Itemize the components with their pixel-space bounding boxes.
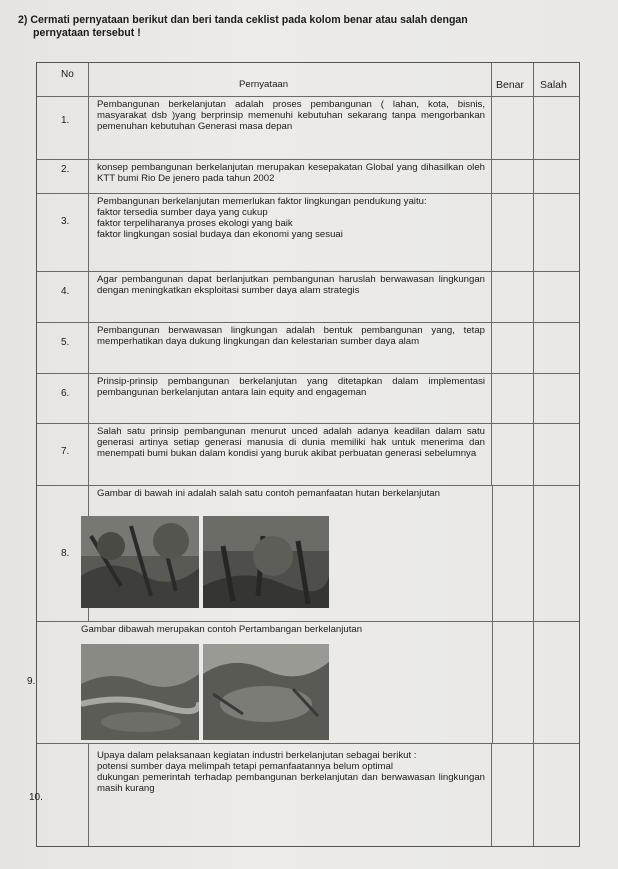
forest-photo <box>81 516 199 608</box>
row-number: 6. <box>61 388 70 399</box>
correct-checkbox-cell[interactable] <box>492 272 534 322</box>
statement-line: potensi sumber daya melimpah tetapi pemanfaatannya belum optimal <box>97 761 393 772</box>
statement-line: Pembangunan berkelanjutan memerlukan faktor lingkungan pendukung yaitu: <box>97 196 427 207</box>
mining-photo <box>81 644 199 740</box>
correct-checkbox-cell[interactable] <box>492 97 534 159</box>
correct-checkbox-cell[interactable] <box>492 622 534 743</box>
wrong-checkbox-cell[interactable] <box>534 97 579 159</box>
statement-line: faktor lingkungan sosial budaya dan ekonomi yang sesuai <box>97 229 343 240</box>
row-number: 3. <box>61 216 70 227</box>
wrong-checkbox-cell[interactable] <box>534 486 579 621</box>
correct-checkbox-cell[interactable] <box>492 486 534 621</box>
row-number: 4. <box>61 286 70 297</box>
statement-text: Salah satu prinsip pembangunan menurut unced adalah adanya keadilan dalam satu generasi artinya setiap generasi manusia di dunia memiliki hak untuk menerima dan menempati bumi bukan dalam kondisi yang buruk akibat perbuatan generasi sebelumnya <box>89 424 492 485</box>
wrong-checkbox-cell[interactable] <box>534 374 579 423</box>
correct-checkbox-cell[interactable] <box>492 160 534 193</box>
statement-text: Pembangunan berkelanjutan adalah proses pembangunan ( lahan, kota, bisnis, masyarakat dsb )yang berprinsip memenuhi kebutuhan sekarang tanpa mengorbankan pemenuhan kebutuhan Generasi masa depan <box>89 97 492 159</box>
statement-caption: Gambar dibawah merupakan contoh Pertambangan berkelanjutan <box>81 624 363 635</box>
wrong-checkbox-cell[interactable] <box>534 424 579 485</box>
wrong-checkbox-cell[interactable] <box>534 323 579 373</box>
forest-photo-group <box>81 516 329 608</box>
wrong-checkbox-cell[interactable] <box>534 744 579 846</box>
statement-line: faktor terpeliharanya proses ekologi yang baik <box>97 218 293 229</box>
table-row <box>37 160 579 194</box>
wrong-checkbox-cell[interactable] <box>534 272 579 322</box>
statement-text <box>89 744 492 846</box>
header-no: No <box>61 69 74 80</box>
table-row <box>37 486 579 622</box>
question-instruction <box>18 14 608 39</box>
mining-photo-group <box>81 644 329 740</box>
row-number: 1. <box>61 115 70 126</box>
correct-checkbox-cell[interactable] <box>492 323 534 373</box>
wrong-checkbox-cell[interactable] <box>534 160 579 193</box>
table-row <box>37 323 579 374</box>
forest-photo <box>203 516 329 608</box>
row-number: 2. <box>61 164 70 175</box>
row-number: 9. <box>27 676 36 687</box>
row-number: 7. <box>61 446 70 457</box>
table-row <box>37 272 579 323</box>
statement-line: faktor tersedia sumber daya yang cukup <box>97 207 268 218</box>
correct-checkbox-cell[interactable] <box>492 424 534 485</box>
row-number: 5. <box>61 337 70 348</box>
statement-caption: Gambar di bawah ini adalah salah satu contoh pemanfaatan hutan berkelanjutan <box>97 488 440 499</box>
header-statement: Pernyataan <box>239 79 289 90</box>
mining-photo <box>203 644 329 740</box>
instruction-line-2: pernyataan tersebut ! <box>33 26 141 39</box>
statement-text <box>89 194 492 271</box>
table-row <box>27 622 579 744</box>
correct-checkbox-cell[interactable] <box>492 374 534 423</box>
table-row <box>37 424 579 486</box>
row-number: 10. <box>29 792 43 803</box>
wrong-checkbox-cell[interactable] <box>534 622 579 743</box>
wrong-checkbox-cell[interactable] <box>534 194 579 271</box>
statement-line: dukungan pemerintah terhadap pembangunan berkelanjutan dan berwawasan lingkungan masih kurang <box>97 772 485 794</box>
statement-text: Prinsip-prinsip pembangunan berkelanjutan yang ditetapkan dalam implementasi pembangunan berkelanjutan antara lain equity and engageman <box>89 374 492 423</box>
checklist-table <box>27 62 580 847</box>
statement-text: konsep pembangunan berkelanjutan merupakan kesepakatan Global yang dihasilkan oleh KTT bumi Rio De jenero pada tahun 2002 <box>89 160 492 193</box>
header-wrong: Salah <box>540 79 567 91</box>
correct-checkbox-cell[interactable] <box>492 194 534 271</box>
correct-checkbox-cell[interactable] <box>492 744 534 846</box>
statement-text: Pembangunan berwawasan lingkungan adalah bentuk pembangunan yang, tetap memperhatikan daya dukung lingkungan dan kelestarian sumber daya alam <box>89 323 492 373</box>
table-row <box>37 374 579 424</box>
row-number: 8. <box>61 548 70 559</box>
table-row <box>29 744 579 846</box>
table-header-row <box>37 63 579 97</box>
table-row <box>37 194 579 272</box>
statement-text: Agar pembangunan dapat berlanjutkan pembangunan haruslah berwawasan lingkungan dengan meningkatkan eksploitasi sumber daya alam strategis <box>89 272 492 322</box>
instruction-line-1: 2) Cermati pernyataan berikut dan beri tanda ceklist pada kolom benar atau salah dengan <box>18 14 468 26</box>
table-row <box>37 97 579 160</box>
statement-line: Upaya dalam pelaksanaan kegiatan industri berkelanjutan sebagai berikut : <box>97 750 417 761</box>
header-correct: Benar <box>496 79 525 91</box>
